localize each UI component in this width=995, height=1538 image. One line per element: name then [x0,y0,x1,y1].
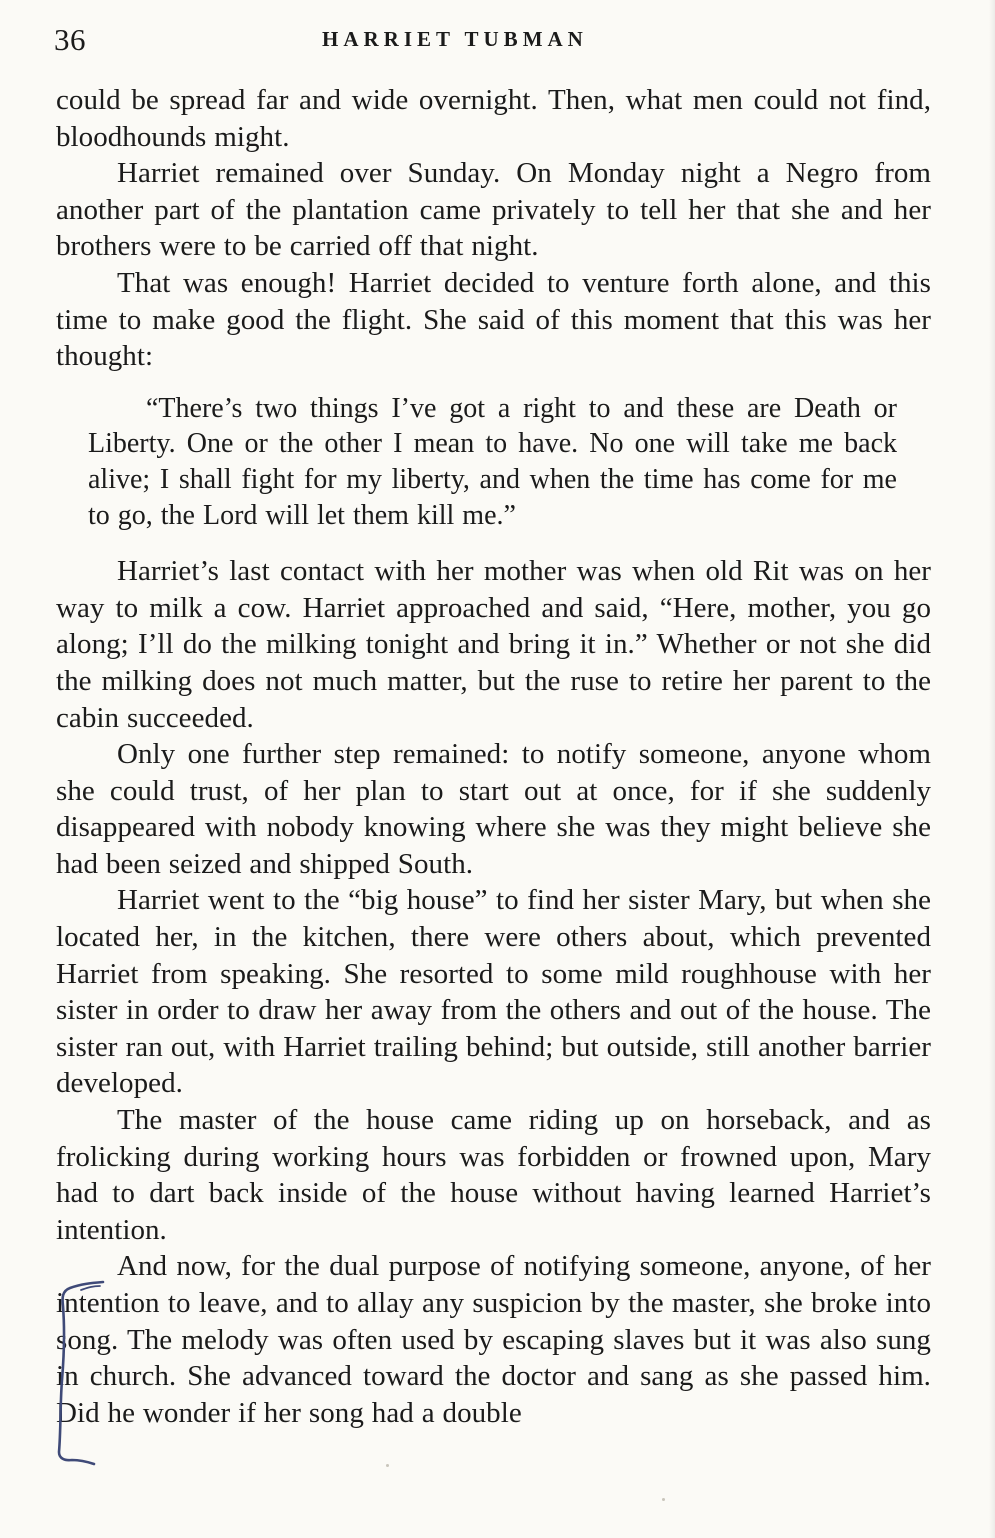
paragraph-8: And now, for the dual purpose of notifying someone, anyone, of her intention to leave, and to allay any suspicion by the master, she broke into song. The melody was often used by escaping slaves but it was also sung in church. She advanced toward the doctor and sang as she passed him. Did he wonder if her song had a double [56,1250,931,1429]
running-head: HARRIET TUBMAN [322,27,588,51]
paragraph-3: That was enough! Harriet decided to venture forth alone, and this time to make good the flight. She said of this moment that this was her thought: [56,266,931,373]
paper-speck [386,1464,389,1467]
body-text [56,82,931,1431]
paragraph-5: Only one further step remained: to notify someone, anyone whom she could trust, of her plan to start out at once, for if she suddenly disappeared with nobody knowing where she was they might believe she had been seized and shipped South. [56,738,931,880]
block-quote: “There’s two things I’ve got a right to and these are Death or Liberty. One or the other I mean to have. No one will take me back alive; I shall fight for my liberty, and when the time has come for me to go, the Lord will let them kill me.” [88,392,897,531]
paragraph-1: could be spread far and wide overnight. Then, what men could not find, bloodhounds might. [56,84,931,153]
paragraph-4: Harriet’s last contact with her mother was when old Rit was on her way to milk a cow. Harriet approached and said, “Here, mother, you go along; I’ll do the milking tonight and bring it in.” Whether or not she did the milking does not much matter, but the ruse to retire her parent to the cabin succeeded. [56,555,931,734]
page-number: 36 [54,22,86,57]
paragraph-7: The master of the house came riding up on horseback, and as frolicking during working hours was forbidden or frowned upon, Mary had to dart back inside of the house without having learned Harriet’s intention. [56,1104,931,1246]
page-header [54,20,924,60]
paper-speck [662,1498,665,1501]
paragraph-6: Harriet went to the “big house” to find her sister Mary, but when she located her, in the kitchen, there were others about, which prevented Harriet from speaking. She resorted to some mild roughhouse with her sister in order to draw her away from the others and out of the house. The sister ran out, with Harriet trailing behind; but outside, still another barrier developed. [56,884,931,1100]
paragraph-2: Harriet remained over Sunday. On Monday night a Negro from another part of the plantation came privately to tell her that she and her brothers were to be carried off that night. [56,157,931,263]
